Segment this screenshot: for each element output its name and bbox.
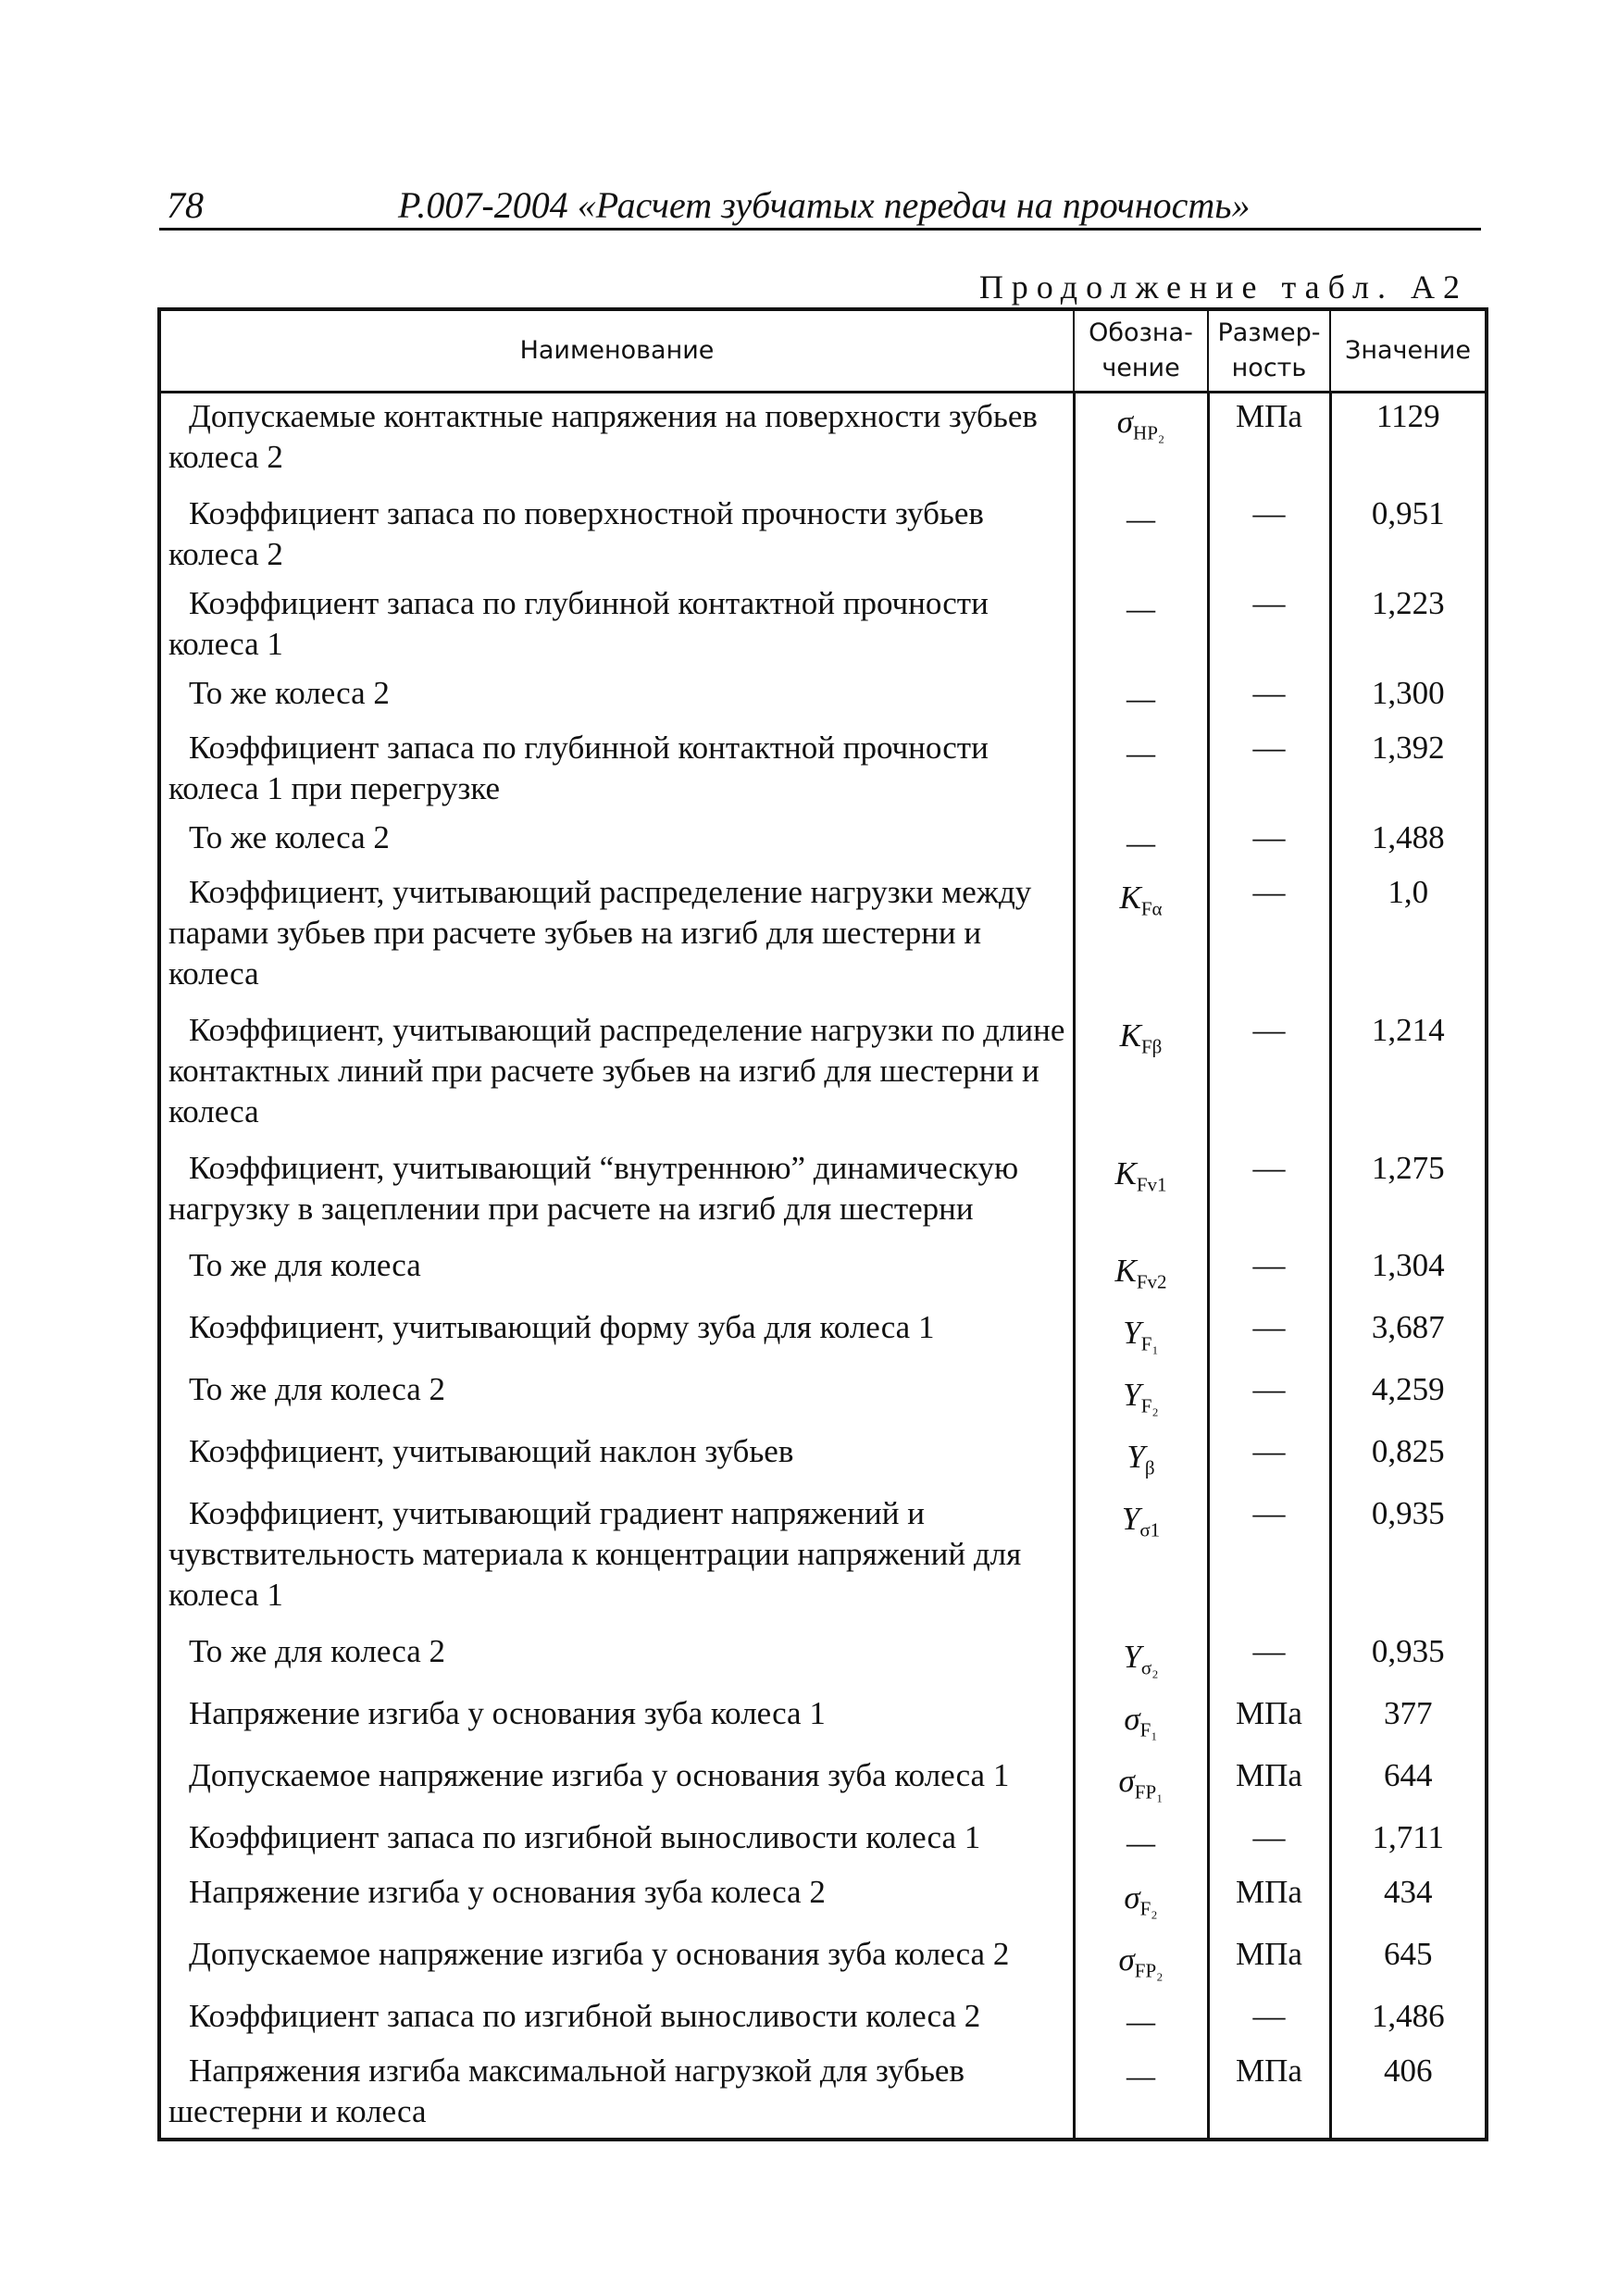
symbol-base: K xyxy=(1114,1253,1137,1289)
row-symbol xyxy=(1074,393,1208,492)
symbol-base: — xyxy=(1126,501,1156,537)
row-name: Коэффициент, учитывающий градиент напряжений и чувствительность материала к концентрации напряжений для колеса 1 xyxy=(159,1491,1074,1628)
symbol-base: Y xyxy=(1121,1501,1140,1537)
symbol-wrapper xyxy=(1126,733,1155,774)
symbol-subscript: F₂ xyxy=(1139,1897,1158,1920)
symbol-wrapper xyxy=(1114,1154,1166,1194)
row-symbol xyxy=(1074,1869,1208,1931)
row-name: Коэффициент, учитывающий распределение нагрузки между парами зубьев при расчете зубьев на изгиб для шестерни и колеса xyxy=(159,869,1074,1007)
table-row xyxy=(159,1993,1487,2048)
symbol-wrapper xyxy=(1123,1375,1158,1416)
symbol-wrapper xyxy=(1114,1251,1166,1292)
row-value: 1,486 xyxy=(1330,1993,1487,2048)
row-name: То же колеса 2 xyxy=(159,815,1074,869)
symbol-base: — xyxy=(1126,2003,1156,2040)
row-name: Допускаемое напряжение изгиба у основания зуба колеса 2 xyxy=(159,1931,1074,1993)
symbol-base: — xyxy=(1126,2058,1156,2094)
table-row xyxy=(159,393,1487,492)
column-header-dimension: Размер-ность xyxy=(1208,309,1330,393)
symbol-subscript: Fα xyxy=(1140,897,1163,920)
symbol-wrapper xyxy=(1126,2002,1155,2042)
symbol-wrapper xyxy=(1126,1823,1155,1864)
symbol-subscript: Fv1 xyxy=(1136,1173,1167,1196)
symbol-base: K xyxy=(1119,880,1141,916)
table-row xyxy=(159,1429,1487,1491)
row-value: 406 xyxy=(1330,2048,1487,2140)
row-value: 1,214 xyxy=(1330,1007,1487,1145)
table-row xyxy=(159,1753,1487,1815)
column-header-symbol: Обозна-чение xyxy=(1074,309,1208,393)
symbol-subscript: FP₁ xyxy=(1134,1780,1164,1803)
table-caption: Продолжение табл. А2 xyxy=(978,268,1468,306)
symbol-wrapper xyxy=(1126,499,1155,540)
row-symbol xyxy=(1074,1007,1208,1145)
row-value: 645 xyxy=(1330,1931,1487,1993)
row-name: Коэффициент, учитывающий “внутреннюю” динамическую нагрузку в зацеплении при расчете на изгиб для шестерни xyxy=(159,1145,1074,1242)
header-rule xyxy=(159,228,1481,231)
row-name: Коэффициент, учитывающий наклон зубьев xyxy=(159,1429,1074,1491)
row-dimension: МПа xyxy=(1208,393,1330,492)
row-symbol xyxy=(1074,1753,1208,1815)
row-name: Коэффициент запаса по изгибной выносливости колеса 1 xyxy=(159,1815,1074,1869)
row-value: 4,259 xyxy=(1330,1366,1487,1429)
row-symbol xyxy=(1074,491,1208,580)
table-row xyxy=(159,1491,1487,1628)
table-header-row xyxy=(159,309,1487,393)
table-row xyxy=(159,1691,1487,1753)
row-value: 1,0 xyxy=(1330,869,1487,1007)
table-row xyxy=(159,1931,1487,1993)
row-symbol xyxy=(1074,869,1208,1007)
row-dimension: — xyxy=(1208,1429,1330,1491)
row-name: Коэффициент запаса по глубинной контактной прочности колеса 1 xyxy=(159,580,1074,670)
symbol-wrapper xyxy=(1119,1940,1164,1980)
table-row xyxy=(159,1145,1487,1242)
row-dimension: — xyxy=(1208,1628,1330,1691)
row-dimension: МПа xyxy=(1208,1931,1330,1993)
table-row xyxy=(159,1007,1487,1145)
symbol-base: — xyxy=(1126,680,1156,717)
symbol-subscript: σ₂ xyxy=(1140,1656,1159,1679)
symbol-base: K xyxy=(1114,1155,1137,1192)
symbol-wrapper xyxy=(1124,1878,1157,1918)
row-name: Напряжение изгиба у основания зуба колеса 1 xyxy=(159,1691,1074,1753)
row-dimension: — xyxy=(1208,1242,1330,1304)
row-dimension: — xyxy=(1208,1815,1330,1869)
row-symbol xyxy=(1074,1815,1208,1869)
row-name: Допускаемое напряжение изгиба у основания зуба колеса 1 xyxy=(159,1753,1074,1815)
row-dimension: — xyxy=(1208,1491,1330,1628)
running-title: Р.007-2004 «Расчет зубчатых передач на прочность» xyxy=(398,184,1251,226)
row-value: 1,304 xyxy=(1330,1242,1487,1304)
symbol-subscript: HP₂ xyxy=(1133,421,1165,444)
symbol-wrapper xyxy=(1126,823,1155,864)
row-name: То же колеса 2 xyxy=(159,670,1074,725)
symbol-subscript: F₁ xyxy=(1139,1718,1158,1741)
symbol-wrapper xyxy=(1126,1437,1154,1478)
row-dimension: — xyxy=(1208,1007,1330,1145)
row-value: 1,275 xyxy=(1330,1145,1487,1242)
row-value: 0,935 xyxy=(1330,1491,1487,1628)
symbol-wrapper xyxy=(1120,1016,1163,1056)
symbol-base: — xyxy=(1126,1825,1156,1861)
table-row xyxy=(159,1304,1487,1366)
table-row xyxy=(159,1366,1487,1429)
table-body xyxy=(159,393,1487,2140)
row-name: Коэффициент запаса по изгибной выносливости колеса 2 xyxy=(159,1993,1074,2048)
symbol-wrapper xyxy=(1122,1499,1160,1540)
row-name: Напряжение изгиба у основания зуба колеса 2 xyxy=(159,1869,1074,1931)
symbol-subscript: Fv2 xyxy=(1136,1270,1167,1293)
row-value: 1129 xyxy=(1330,393,1487,492)
symbol-subscript: FP₂ xyxy=(1134,1959,1164,1982)
symbol-subscript: F₂ xyxy=(1140,1394,1159,1417)
row-symbol xyxy=(1074,815,1208,869)
symbol-wrapper xyxy=(1126,589,1155,630)
row-dimension: — xyxy=(1208,869,1330,1007)
table-row xyxy=(159,580,1487,670)
symbol-subscript: F₁ xyxy=(1140,1332,1159,1355)
table-row xyxy=(159,1869,1487,1931)
row-value: 0,935 xyxy=(1330,1628,1487,1691)
row-dimension: — xyxy=(1208,1366,1330,1429)
row-name: То же для колеса 2 xyxy=(159,1366,1074,1429)
row-dimension: МПа xyxy=(1208,1869,1330,1931)
symbol-wrapper xyxy=(1123,1313,1158,1354)
row-value: 1,223 xyxy=(1330,580,1487,670)
row-dimension: — xyxy=(1208,670,1330,725)
symbol-base: — xyxy=(1126,591,1156,627)
row-name: Напряжения изгиба максимальной нагрузкой для зубьев шестерни и колеса xyxy=(159,2048,1074,2140)
symbol-wrapper xyxy=(1119,1761,1164,1802)
parameters-table xyxy=(157,307,1488,2141)
row-name: Коэффициент, учитывающий распределение нагрузки по длине контактных линий при расчете зубьев на изгиб для шестерни и колеса xyxy=(159,1007,1074,1145)
symbol-subscript: σ1 xyxy=(1139,1518,1161,1541)
symbol-base: Y xyxy=(1126,1439,1145,1475)
row-dimension: — xyxy=(1208,725,1330,815)
row-dimension: МПа xyxy=(1208,1691,1330,1753)
symbol-wrapper xyxy=(1126,2056,1155,2097)
row-symbol xyxy=(1074,1366,1208,1429)
table-row xyxy=(159,670,1487,725)
row-name: Коэффициент, учитывающий форму зуба для колеса 1 xyxy=(159,1304,1074,1366)
row-name: То же для колеса xyxy=(159,1242,1074,1304)
row-value: 434 xyxy=(1330,1869,1487,1931)
table-row xyxy=(159,1242,1487,1304)
row-symbol xyxy=(1074,1145,1208,1242)
page-number: 78 xyxy=(167,184,204,226)
row-dimension: — xyxy=(1208,815,1330,869)
table-row xyxy=(159,2048,1487,2140)
row-name: То же для колеса 2 xyxy=(159,1628,1074,1691)
row-value: 1,488 xyxy=(1330,815,1487,869)
symbol-base: σ xyxy=(1124,1879,1140,1915)
column-header-name: Наименование xyxy=(159,309,1074,393)
symbol-base: Y xyxy=(1123,1639,1141,1675)
table-row xyxy=(159,725,1487,815)
symbol-subscript: Fβ xyxy=(1140,1035,1163,1058)
symbol-base: — xyxy=(1126,825,1156,861)
symbol-wrapper xyxy=(1126,679,1155,719)
table-row xyxy=(159,1628,1487,1691)
table-row xyxy=(159,869,1487,1007)
row-value: 377 xyxy=(1330,1691,1487,1753)
symbol-base: σ xyxy=(1116,404,1134,440)
symbol-wrapper xyxy=(1117,402,1164,443)
symbol-base: Y xyxy=(1123,1315,1141,1351)
row-value: 3,687 xyxy=(1330,1304,1487,1366)
column-header-value: Значение xyxy=(1330,309,1487,393)
symbol-base: Y xyxy=(1123,1377,1141,1413)
symbol-wrapper xyxy=(1123,1637,1158,1678)
row-symbol xyxy=(1074,725,1208,815)
symbol-base: σ xyxy=(1118,1941,1135,1978)
row-symbol xyxy=(1074,1429,1208,1491)
row-dimension: — xyxy=(1208,491,1330,580)
row-value: 0,825 xyxy=(1330,1429,1487,1491)
row-name: Коэффициент запаса по глубинной контактной прочности колеса 1 при перегрузке xyxy=(159,725,1074,815)
row-name: Коэффициент запаса по поверхностной прочности зубьев колеса 2 xyxy=(159,491,1074,580)
row-symbol xyxy=(1074,1993,1208,2048)
row-symbol xyxy=(1074,1491,1208,1628)
symbol-base: σ xyxy=(1124,1701,1140,1737)
row-name: Допускаемые контактные напряжения на поверхности зубьев колеса 2 xyxy=(159,393,1074,492)
row-value: 0,951 xyxy=(1330,491,1487,580)
table-row xyxy=(159,815,1487,869)
row-dimension: МПа xyxy=(1208,1753,1330,1815)
row-symbol xyxy=(1074,2048,1208,2140)
row-symbol xyxy=(1074,670,1208,725)
row-value: 644 xyxy=(1330,1753,1487,1815)
row-dimension: — xyxy=(1208,1993,1330,2048)
row-dimension: — xyxy=(1208,1145,1330,1242)
row-dimension: МПа xyxy=(1208,2048,1330,2140)
symbol-wrapper xyxy=(1119,878,1162,918)
row-dimension: — xyxy=(1208,1304,1330,1366)
row-symbol xyxy=(1074,580,1208,670)
row-symbol xyxy=(1074,1242,1208,1304)
row-symbol xyxy=(1074,1628,1208,1691)
row-symbol xyxy=(1074,1304,1208,1366)
row-symbol xyxy=(1074,1691,1208,1753)
symbol-wrapper xyxy=(1124,1699,1157,1740)
table-row xyxy=(159,491,1487,580)
row-value: 1,711 xyxy=(1330,1815,1487,1869)
symbol-base: σ xyxy=(1118,1763,1135,1799)
row-dimension: — xyxy=(1208,580,1330,670)
row-value: 1,392 xyxy=(1330,725,1487,815)
symbol-subscript: β xyxy=(1144,1456,1155,1479)
row-symbol xyxy=(1074,1931,1208,1993)
symbol-base: K xyxy=(1119,1017,1141,1054)
symbol-base: — xyxy=(1126,735,1156,771)
table-row xyxy=(159,1815,1487,1869)
row-value: 1,300 xyxy=(1330,670,1487,725)
